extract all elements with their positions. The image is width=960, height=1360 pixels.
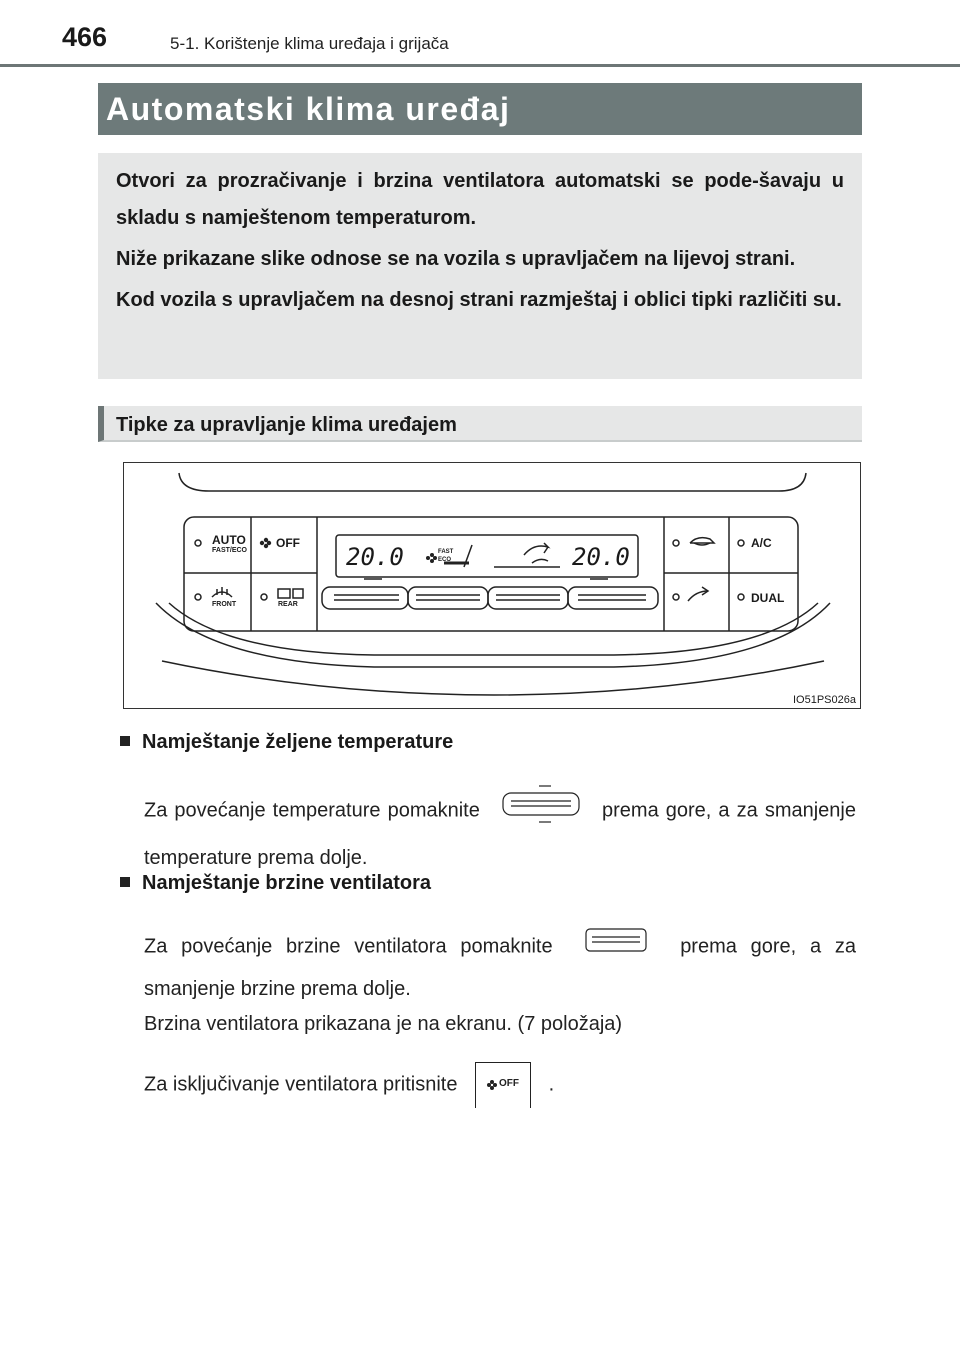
item-text-fan bbox=[144, 925, 856, 1009]
fan-off-icon-label: OFF bbox=[499, 1078, 520, 1089]
intro-paragraph-1: Otvori za prozračivanje i brzina ventilatora automatski se pode-šavaju u skladu s namještenom temperaturom. bbox=[116, 170, 844, 229]
display-temp-right: 20.0 bbox=[572, 543, 630, 571]
dash-trim-top bbox=[179, 473, 806, 491]
ac-label: A/C bbox=[751, 536, 772, 550]
item-heading-2-text: Namještanje brzine ventilatora bbox=[142, 872, 431, 894]
front-label: FRONT bbox=[212, 601, 237, 608]
header-rule bbox=[0, 64, 960, 67]
temp-slider-icon bbox=[501, 784, 581, 838]
off-text-before: Za isključivanje ventilatora pritisnite bbox=[144, 1073, 458, 1096]
fan-text-before: Za povećanje brzine ventilatora pomaknite bbox=[144, 935, 553, 958]
climate-panel-figure bbox=[123, 462, 861, 709]
rear-label: REAR bbox=[278, 601, 298, 608]
front-defroster-button[interactable] bbox=[190, 575, 250, 629]
dual-button[interactable] bbox=[731, 575, 795, 629]
item-heading-fan bbox=[120, 872, 431, 895]
recirculation-button[interactable] bbox=[666, 519, 728, 571]
bullet-square-icon bbox=[120, 877, 130, 887]
display-eco-label: ECO bbox=[438, 557, 452, 563]
intro-paragraph-3: Kod vozila s upravljačem na desnoj strani razmještaj i oblici tipki različiti su. bbox=[116, 289, 842, 311]
dual-label: DUAL bbox=[751, 591, 785, 605]
item-heading-1-text: Namještanje željene temperature bbox=[142, 731, 454, 753]
bullet-square-icon bbox=[120, 736, 130, 746]
temp-slider-left bbox=[322, 587, 408, 609]
fan-text-after: prema gore, a za smanjenje brzine prema dolje. bbox=[144, 935, 857, 1000]
intro-box bbox=[98, 153, 862, 379]
running-head: 5-1. Korištenje klima uređaja i grijača bbox=[170, 34, 449, 53]
fan-off-button[interactable] bbox=[252, 519, 316, 571]
intro-paragraph-2: Niže prikazane slike odnose se na vozila s upravljačem na lijevoj strani. bbox=[116, 248, 796, 270]
rear-defroster-button[interactable] bbox=[252, 575, 316, 629]
auto-sub-label: FAST/ECO bbox=[212, 547, 248, 554]
ac-button[interactable] bbox=[731, 519, 795, 571]
auto-label: AUTO bbox=[212, 533, 246, 547]
fan-slider-left bbox=[408, 587, 488, 609]
off-text-after: . bbox=[548, 1073, 555, 1096]
section-title: Automatski klima uređaj bbox=[98, 83, 862, 135]
fan-note: Brzina ventilatora prikazana je na ekranu. (7 položaja) bbox=[144, 1013, 623, 1035]
auto-button[interactable] bbox=[190, 519, 250, 571]
airflow-icon bbox=[524, 543, 548, 555]
item-heading-temperature bbox=[120, 731, 453, 754]
display-temp-left: 20.0 bbox=[346, 543, 404, 571]
fan-off-instruction bbox=[144, 1062, 856, 1108]
fan-off-button-icon bbox=[475, 1062, 531, 1108]
dash-curve-3 bbox=[162, 661, 824, 695]
subheading: Tipke za upravljanje klima uređajem bbox=[98, 406, 862, 442]
temp-text-before: Za povećanje temperature pomaknite bbox=[144, 799, 480, 822]
temp-text-after: prema gore, a za smanjenje temperature prema dolje. bbox=[144, 799, 856, 869]
fan-off-label: OFF bbox=[276, 536, 300, 550]
outside-air-button[interactable] bbox=[666, 575, 728, 629]
fan-slider-icon bbox=[584, 925, 648, 969]
page-number: 466 bbox=[62, 22, 108, 52]
display-fast-label: FAST bbox=[438, 549, 454, 555]
temp-slider-right bbox=[568, 587, 658, 609]
item-text-temperature bbox=[144, 784, 856, 878]
fan-slider-right bbox=[488, 587, 568, 609]
figure-code: IO51PS026a bbox=[793, 694, 856, 706]
